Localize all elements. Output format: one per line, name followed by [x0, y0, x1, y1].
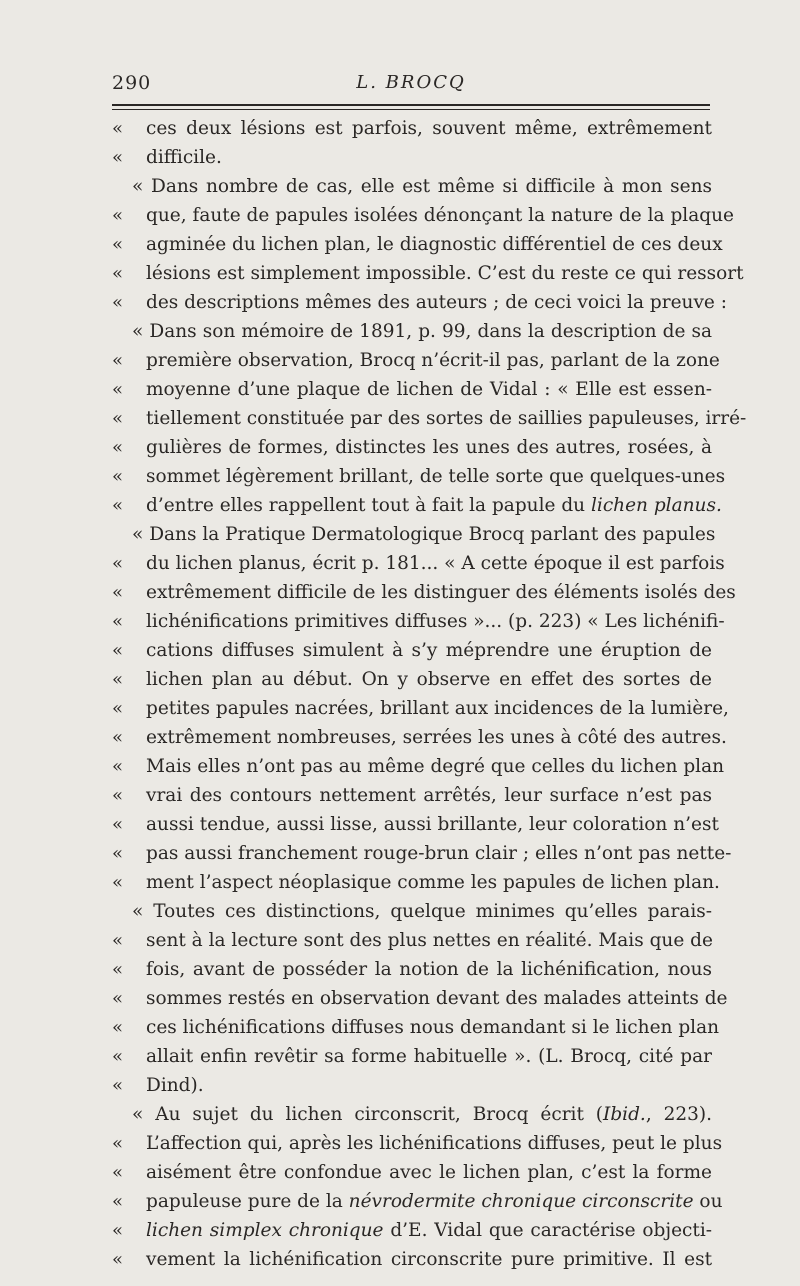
text-line [112, 607, 725, 636]
margin-quote-mark: « [112, 582, 124, 603]
italic-term: Ibid. [603, 1104, 646, 1125]
italic-term: névrodermite chronique circonscrite [348, 1191, 694, 1212]
line-text: « Toutes ces distinctions, quelque minimes qu’elles parais- [132, 901, 712, 922]
text-line [112, 143, 712, 172]
header-rule-thick [112, 104, 710, 106]
line-text: extrêmement nombreuses, serrées les unes à côté des autres. [146, 727, 727, 748]
margin-quote-mark: « [112, 379, 124, 400]
margin-quote-mark: « [112, 147, 124, 168]
italic-term: lichen simplex chronique [146, 1220, 384, 1241]
text-line [112, 839, 732, 868]
text-line [112, 955, 712, 984]
line-text-segment: , 223). [645, 1104, 713, 1125]
line-text: difficile. [146, 147, 222, 168]
margin-quote-mark: « [112, 669, 124, 690]
line-text: lichen plan au début. On y observe en effet des sortes de [146, 669, 712, 690]
margin-quote-mark: « [112, 1249, 124, 1270]
line-text: pas aussi franchement rouge-brun clair ; elles n’ont pas nette- [146, 843, 732, 864]
line-text: « Dans la Pratique Dermatologique Brocq parlant des papules [132, 524, 716, 545]
margin-quote-mark: « [112, 292, 124, 313]
line-text: extrêmement difficile de les distinguer des éléments isolés des [146, 582, 736, 603]
line-text-segment: d’E. Vidal que caractérise objecti- [383, 1220, 713, 1241]
text-line [112, 1158, 712, 1187]
line-text: petites papules nacrées, brillant aux incidences de la lumière, [146, 698, 729, 719]
margin-quote-mark: « [112, 437, 124, 458]
page-number: 290 [112, 72, 152, 94]
text-line [112, 1042, 712, 1071]
line-text: que, faute de papules isolées dénonçant la nature de la plaque [146, 205, 734, 226]
text-line [112, 665, 712, 694]
line-text: « Dans son mémoire de 1891, p. 99, dans la description de sa [132, 321, 712, 342]
line-text: vement la lichénification circonscrite pure primitive. Il est [146, 1249, 712, 1270]
line-text: ces lichénifications diffuses nous demandant si le lichen plan [146, 1017, 720, 1038]
text-line [112, 1071, 712, 1100]
text-line [112, 201, 734, 230]
text-line [112, 230, 723, 259]
text-line [112, 491, 722, 520]
margin-quote-mark: « [112, 930, 124, 951]
text-line [112, 317, 712, 346]
margin-quote-mark: « [112, 263, 124, 284]
margin-quote-mark: « [112, 727, 124, 748]
margin-quote-mark: « [112, 1046, 124, 1067]
text-line [112, 636, 712, 665]
text-line [112, 694, 729, 723]
line-text: Dind). [146, 1075, 204, 1096]
margin-quote-mark: « [112, 785, 124, 806]
margin-quote-mark: « [112, 234, 124, 255]
line-text [132, 1100, 712, 1129]
line-text: aussi tendue, aussi lisse, aussi brillante, leur coloration n’est [146, 814, 719, 835]
margin-quote-mark: « [112, 611, 124, 632]
text-line [112, 810, 719, 839]
margin-quote-mark: « [112, 640, 124, 661]
line-text: première observation, Brocq n’écrit-il pas, parlant de la zone [146, 350, 720, 371]
text-line [112, 578, 736, 607]
line-text: sent à la lecture sont des plus nettes en réalité. Mais que de [146, 930, 713, 951]
line-text: lichénifications primitives diffuses »... (p. 223) « Les lichénifi- [146, 611, 725, 632]
running-head: L. BROCQ [356, 72, 466, 93]
margin-quote-mark: « [112, 205, 124, 226]
line-text: cations diffuses simulent à s’y méprendre une éruption de [146, 640, 712, 661]
line-text: ces deux lésions est parfois, souvent même, extrêmement [146, 118, 712, 139]
line-text: « Dans nombre de cas, elle est même si difficile à mon sens [132, 176, 712, 197]
margin-quote-mark: « [112, 1162, 124, 1183]
text-line [112, 346, 720, 375]
line-text: allait enfin revêtir sa forme habituelle ». (L. Brocq, cité par [146, 1046, 712, 1067]
margin-quote-mark: « [112, 1133, 124, 1154]
line-text: L’affection qui, après les lichénifications diffuses, peut le plus [146, 1133, 723, 1154]
line-text-segment: ou [693, 1191, 723, 1212]
margin-quote-mark: « [112, 843, 124, 864]
line-text: lésions est simplement impossible. C’est du reste ce qui ressort [146, 263, 744, 284]
text-line [112, 897, 712, 926]
line-text-segment: d’entre elles rappellent tout à fait la papule du [146, 495, 591, 516]
text-line [112, 114, 712, 143]
line-text: du lichen planus, écrit p. 181... « A cette époque il est parfois [146, 553, 725, 574]
line-text: fois, avant de posséder la notion de la lichénification, nous [146, 959, 712, 980]
line-text: tiellement constituée par des sortes de saillies papuleuses, irré- [146, 408, 747, 429]
margin-quote-mark: « [112, 495, 124, 516]
line-text [146, 1216, 712, 1245]
margin-quote-mark: « [112, 756, 124, 777]
line-text: sommet légèrement brillant, de telle sorte que quelques-unes [146, 466, 726, 487]
margin-quote-mark: « [112, 1017, 124, 1038]
text-line [112, 375, 712, 404]
text-line [112, 288, 727, 317]
line-text: moyenne d’une plaque de lichen de Vidal : « Elle est essen- [146, 379, 712, 400]
line-text: vrai des contours nettement arrêtés, leur surface n’est pas [146, 785, 712, 806]
text-line [112, 1013, 720, 1042]
line-text: des descriptions mêmes des auteurs ; de ceci voici la preuve : [146, 292, 727, 313]
margin-quote-mark: « [112, 553, 124, 574]
text-line [112, 1129, 723, 1158]
text-line [112, 781, 712, 810]
margin-quote-mark: « [112, 872, 124, 893]
text-line [112, 433, 712, 462]
text-line [112, 1187, 723, 1216]
line-text: gulières de formes, distinctes les unes des autres, rosées, à [146, 437, 712, 458]
text-line [112, 926, 712, 955]
line-text-segment: « Au sujet du lichen circonscrit, Brocq écrit ( [132, 1104, 604, 1125]
line-text: ment l’aspect néoplasique comme les papules de lichen plan. [146, 872, 720, 893]
line-text: sommes restés en observation devant des malades atteints de [146, 988, 728, 1009]
margin-quote-mark: « [112, 959, 124, 980]
margin-quote-mark: « [112, 698, 124, 719]
text-line [112, 1245, 712, 1274]
text-line [112, 462, 726, 491]
margin-quote-mark: « [112, 350, 124, 371]
margin-quote-mark: « [112, 988, 124, 1009]
margin-quote-mark: « [112, 466, 124, 487]
line-text: Mais elles n’ont pas au même degré que celles du lichen plan [146, 756, 725, 777]
text-line [112, 259, 744, 288]
text-line [112, 868, 720, 897]
line-text [146, 491, 722, 520]
margin-quote-mark: « [112, 814, 124, 835]
text-line [112, 1216, 712, 1245]
line-text: aisément être confondue avec le lichen plan, c’est la forme [146, 1162, 712, 1183]
line-text [146, 1187, 723, 1216]
text-line [112, 1100, 712, 1129]
body-text [112, 114, 747, 1274]
page-header [112, 72, 710, 102]
text-line [112, 984, 728, 1013]
margin-quote-mark: « [112, 1220, 124, 1241]
text-line [112, 172, 712, 201]
text-line [112, 549, 725, 578]
italic-term: lichen planus. [590, 495, 722, 516]
text-line [112, 404, 747, 433]
text-line [112, 752, 725, 781]
margin-quote-mark: « [112, 1075, 124, 1096]
text-line [112, 520, 716, 549]
margin-quote-mark: « [112, 118, 124, 139]
line-text: agminée du lichen plan, le diagnostic différentiel de ces deux [146, 234, 723, 255]
header-rule-thin [112, 109, 710, 110]
margin-quote-mark: « [112, 1191, 124, 1212]
margin-quote-mark: « [112, 408, 124, 429]
text-line [112, 723, 727, 752]
line-text-segment: papuleuse pure de la [146, 1191, 349, 1212]
